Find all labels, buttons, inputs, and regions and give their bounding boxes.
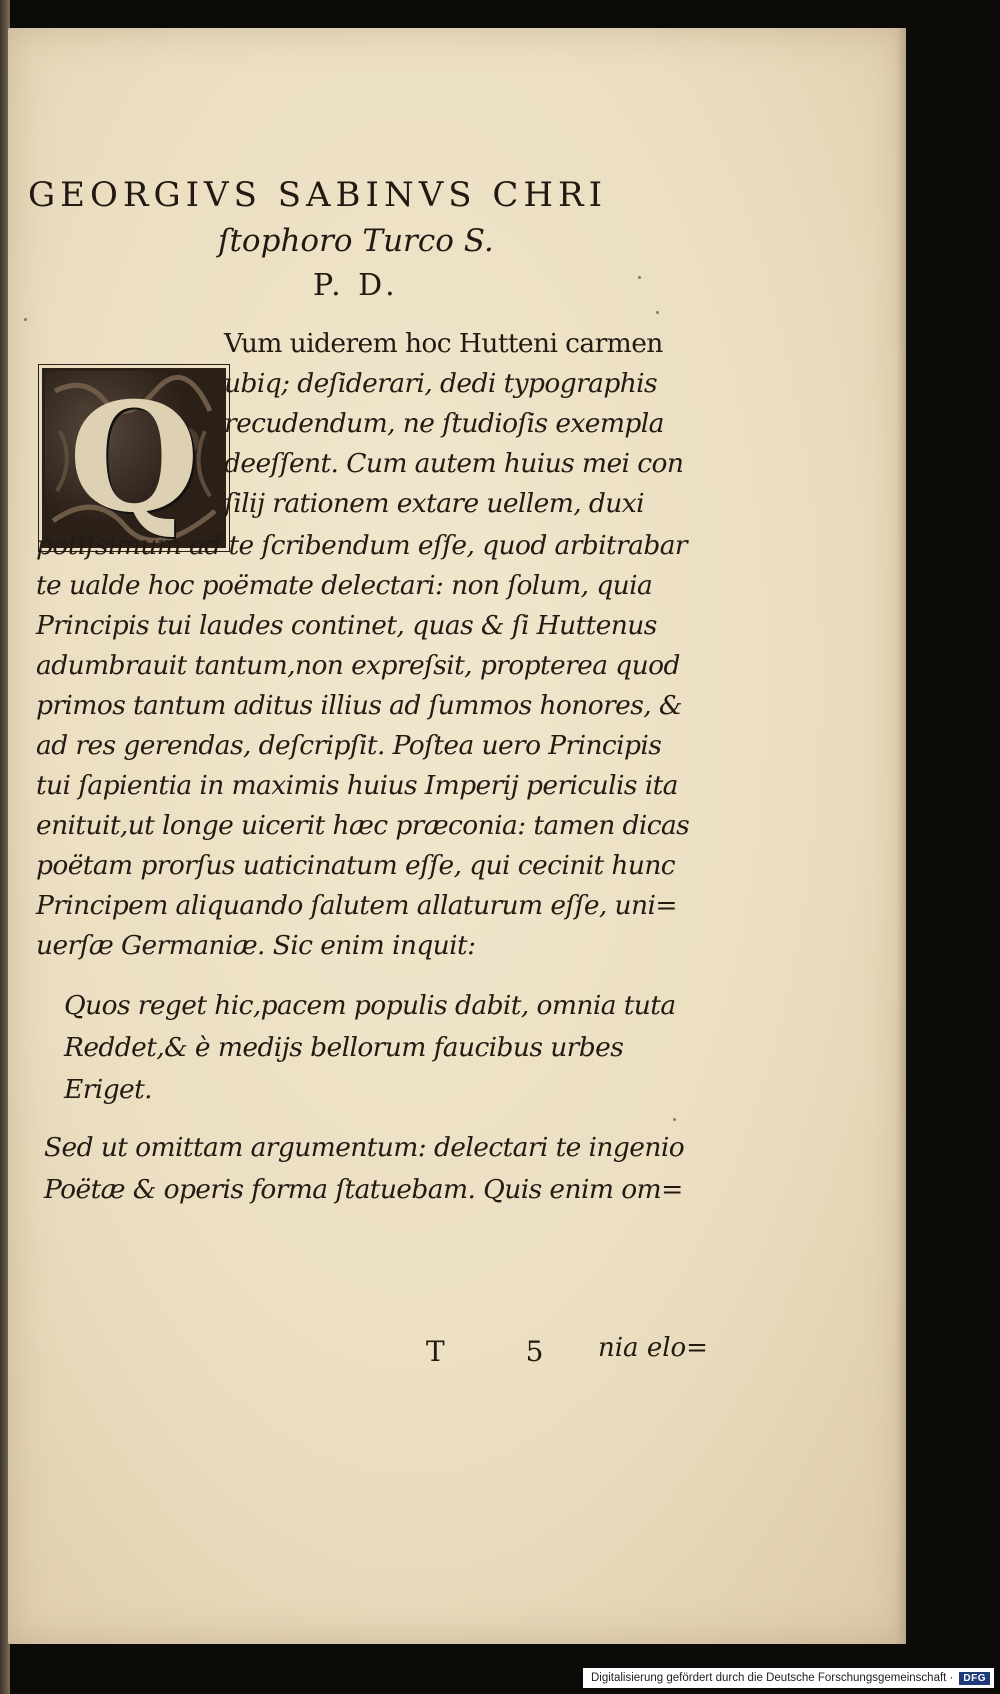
text-line: adumbrauit tantum,non expreſsit, propterea quod xyxy=(36,650,680,681)
digitization-credit xyxy=(583,1668,994,1688)
paper-speck xyxy=(656,311,659,314)
text-line: Vum uiderem hoc Hutteni carmen xyxy=(224,328,663,359)
text-line: ſilij rationem extare uellem, duxi xyxy=(224,488,644,519)
text-line: Sed ut omittam argumentum: delectari te ingenio xyxy=(44,1132,685,1163)
verse-line: Quos reget hic,pacem populis dabit, omnia tuta xyxy=(64,990,676,1021)
text-line: potiſsimum ad te ſcribendum eſſe, quod arbitrabar xyxy=(36,530,687,561)
letter-heading xyxy=(28,175,668,303)
initial-letter: Q xyxy=(68,370,200,546)
text-line: ad res gerendas, deſcripſit. Poſtea uero Principis xyxy=(36,730,662,761)
text-line: Principis tui laudes continet, quas & ſi Huttenus xyxy=(36,610,657,641)
text-line: tui ſapientia in maximis huius Imperij periculis ita xyxy=(36,770,678,801)
paper-speck xyxy=(24,318,27,321)
text-line: ubiq; deſiderari, dedi typographis xyxy=(224,368,658,399)
text-line: deeſſent. Cum autem huius mei con xyxy=(224,448,684,479)
book-page xyxy=(8,28,906,1644)
text-line: poëtam prorſus uaticinatum eſſe, qui cecinit hunc xyxy=(36,850,676,881)
heading-line-2: ſtophoro Turco S. xyxy=(218,223,494,259)
text-line: uerſæ Germaniæ. Sic enim inquit: xyxy=(36,930,476,961)
text-line: recudendum, ne ſtudioſis exempla xyxy=(224,408,664,439)
heading-line-1: GEORGIVS SABINVS CHRI xyxy=(28,175,608,215)
credit-text: Digitalisierung gefördert durch die Deutsche Forschungsgemeinschaft · xyxy=(590,1672,954,1684)
text-line: Principem aliquando ſalutem allaturum eſſe, uni= xyxy=(36,890,677,921)
verse-line: Reddet,& è medijs bellorum faucibus urbes xyxy=(64,1032,624,1063)
catchword: nia elo= xyxy=(598,1333,708,1363)
text-line: Poëtæ & operis forma ſtatuebam. Quis enim om= xyxy=(44,1174,683,1205)
dfg-logo-icon: DFG xyxy=(959,1672,990,1685)
paper-speck xyxy=(673,1118,676,1121)
decorated-initial xyxy=(42,368,226,548)
text-line: te ualde hoc poëmate delectari: non ſolum, quia xyxy=(36,570,653,601)
heading-line-3: P. D. xyxy=(313,268,399,303)
text-line: enituit,ut longe uicerit hæc præconia: tamen dicas xyxy=(36,810,690,841)
verse-line: Eriget. xyxy=(64,1074,153,1105)
signature-mark: T 5 xyxy=(426,1335,580,1368)
text-line: primos tantum aditus illius ad ſummos honores, & xyxy=(36,690,682,721)
